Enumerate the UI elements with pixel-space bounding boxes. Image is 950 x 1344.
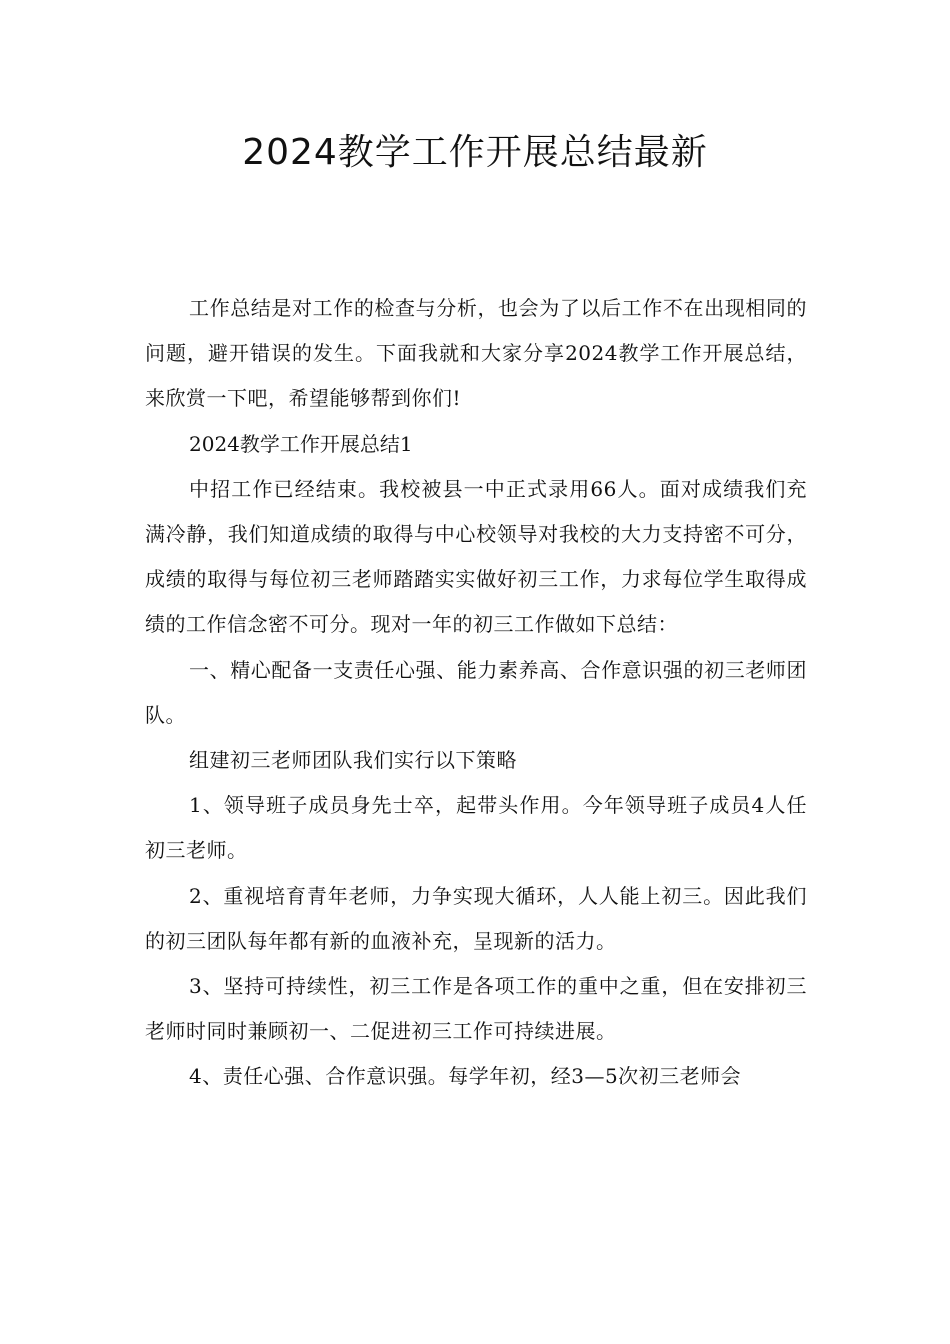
section-heading: 2024教学工作开展总结1 <box>189 431 413 456</box>
strategy-paragraph: 组建初三老师团队我们实行以下策略 <box>189 748 517 773</box>
document-title: 2024教学工作开展总结最新 <box>242 132 708 173</box>
summary-paragraph: 中招工作已经结束。我校被县一中正式录用66人。面对成绩我们充满冷静，我们知道成绩的取得与中心校领导对我校的大力支持密不可分，成绩的取得与每位初三老师踏踏实实做好初三工作，力求每位学生取得成绩的工作信念密不可分。现对一年的初三工作做如下总结： <box>145 476 807 637</box>
document-body <box>145 286 807 1100</box>
item-1-paragraph: 1、领导班子成员身先士卒，起带头作用。今年领导班子成员4人任初三老师。 <box>145 793 807 863</box>
point-one-paragraph: 一、精心配备一支责任心强、能力素养高、合作意识强的初三老师团队。 <box>145 657 807 727</box>
item-4-paragraph: 4、责任心强、合作意识强。每学年初，经3—5次初三老师会 <box>189 1064 742 1089</box>
item-2-paragraph: 2、重视培育青年老师，力争实现大循环，人人能上初三。因此我们的初三团队每年都有新的血液补充，呈现新的活力。 <box>145 883 807 953</box>
item-3-paragraph: 3、坚持可持续性，初三工作是各项工作的重中之重，但在安排初三老师时同时兼顾初一、二促进初三工作可持续进展。 <box>145 974 807 1044</box>
intro-paragraph: 工作总结是对工作的检查与分析，也会为了以后工作不在出现相同的问题，避开错误的发生。下面我就和大家分享2024教学工作开展总结，来欣赏一下吧，希望能够帮到你们! <box>145 296 807 411</box>
